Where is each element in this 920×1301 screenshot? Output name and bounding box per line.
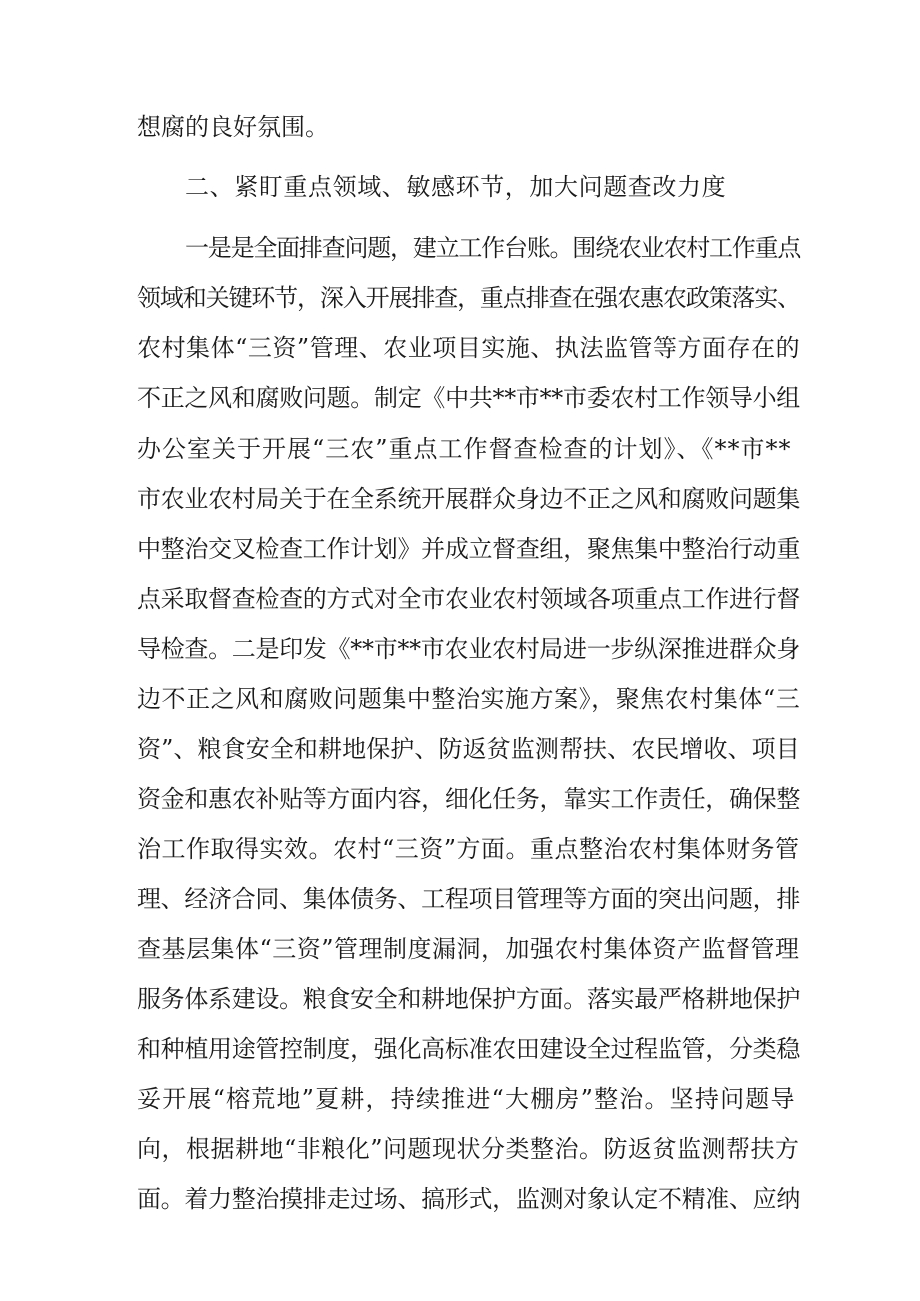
paragraph-line: 资金和惠农补贴等方面内容，细化任务，靠实工作责任，确保整 <box>137 785 800 813</box>
paragraph-line: 领域和关键环节，深入开展排查，重点排查在强农惠农政策落实、 <box>137 284 800 312</box>
paragraph-line: 一是是全面排查问题，建立工作台账。围绕农业农村工作重点 <box>185 234 801 262</box>
paragraph-line: 理、经济合同、集体债务、工程项目管理等方面的突出问题，排 <box>137 885 800 913</box>
paragraph-line: 服务体系建设。粮食安全和耕地保护方面。落实最严格耕地保护 <box>137 985 800 1013</box>
paragraph-line: 农村集体“三资”管理、农业项目实施、执法监管等方面存在的 <box>137 334 801 362</box>
paragraph-line: 不正之风和腐败问题。制定《中共**市**市委农村工作领导小组 <box>137 384 800 412</box>
section-heading: 二、紧盯重点领域、敏感环节，加大问题查改力度 <box>185 173 727 201</box>
paragraph-line: 治工作取得实效。农村“三资”方面。重点整治农村集体财务管 <box>137 835 800 863</box>
paragraph-line: 边不正之风和腐败问题集中整治实施方案》，聚焦农村集体“三 <box>137 685 801 713</box>
paragraph-line: 查基层集体“三资”管理制度漏洞，加强农村集体资产监督管理 <box>137 935 800 963</box>
paragraph-line: 导检查。二是印发《**市**市农业农村局进一步纵深推进群众身 <box>137 635 800 663</box>
paragraph-line: 向，根据耕地“非粮化”问题现状分类整治。防返贫监测帮扶方 <box>137 1135 800 1163</box>
paragraph-line: 办公室关于开展“三农”重点工作督查检查的计划》、《**市** <box>137 435 792 463</box>
paragraph-line: 点采取督查检查的方式对全市农业农村领域各项重点工作进行督 <box>137 585 800 613</box>
paragraph-line: 市农业农村局关于在全系统开展群众身边不正之风和腐败问题集 <box>137 485 800 513</box>
paragraph-line: 想腐的良好氛围。 <box>137 113 329 141</box>
paragraph-line: 面。着力整治摸排走过场、搞形式，监测对象认定不精准、应纳 <box>137 1185 800 1213</box>
paragraph-line: 妥开展“榕荒地”夏耕，持续推进“大棚房”整治。坚持问题导 <box>137 1085 796 1113</box>
paragraph-line: 资”、粮食安全和耕地保护、防返贫监测帮扶、农民增收、项目 <box>137 735 800 763</box>
paragraph-line: 和种植用途管控制度，强化高标准农田建设全过程监管，分类稳 <box>137 1035 800 1063</box>
paragraph-line: 中整治交叉检查工作计划》并成立督查组，聚焦集中整治行动重 <box>137 535 800 563</box>
